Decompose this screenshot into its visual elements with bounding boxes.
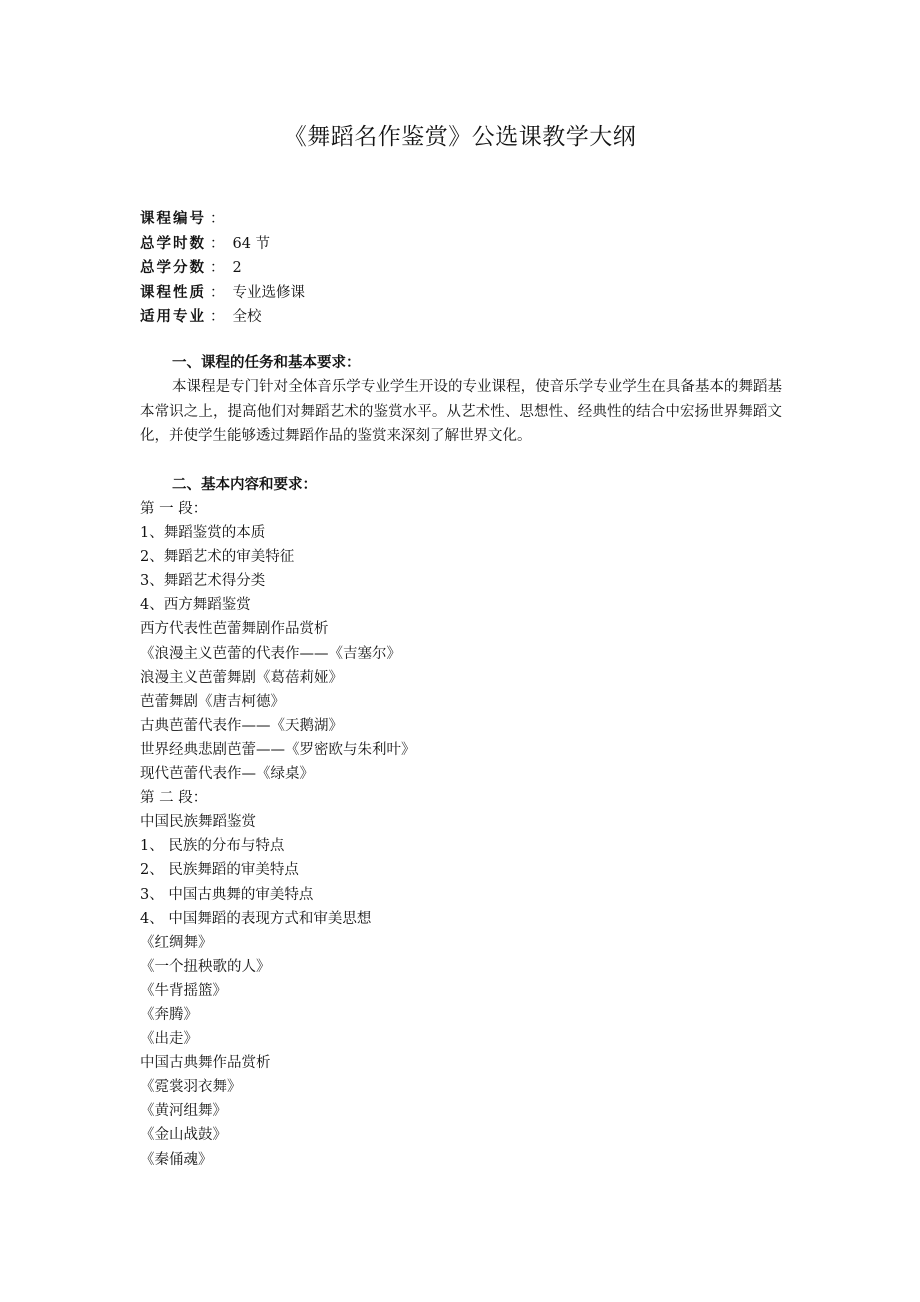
list-item: 4、 中国舞蹈的表现方式和审美思想 (140, 910, 372, 927)
meta-course-nature (140, 281, 780, 306)
document-title: 《舞蹈名作鉴赏》公选课教学大纲 (283, 124, 637, 150)
list-item: 3、 中国古典舞的审美特点 (140, 886, 314, 903)
list-item: 《秦俑魂》 (140, 1151, 213, 1168)
list-item: 古典芭蕾代表作——《天鹅湖》 (140, 717, 343, 734)
list-item: 3、舞蹈艺术得分类 (140, 573, 266, 590)
meta-total-hours (140, 232, 780, 257)
section-tasks-requirements (140, 351, 782, 449)
section-heading: 一、课程的任务和基本要求： (172, 355, 361, 371)
meta-label: 课程编号 (140, 211, 206, 227)
list-item: 2、舞蹈艺术的审美特征 (140, 549, 295, 566)
meta-label: 总学时数 (140, 235, 206, 252)
meta-value: 专业选修课 (232, 284, 305, 301)
meta-label: 课程性质 (140, 284, 206, 301)
course-meta (140, 207, 780, 330)
meta-separator: ： (210, 260, 225, 276)
meta-value: 全校 (232, 309, 262, 325)
list-item: 第 二 段： (140, 790, 208, 807)
list-item: 《牛背摇篮》 (140, 982, 227, 999)
list-item: 《出走》 (140, 1031, 198, 1048)
list-item: 世界经典悲剧芭蕾——《罗密欧与朱利叶》 (140, 741, 416, 758)
list-item: 中国民族舞蹈鉴赏 (140, 814, 256, 831)
list-item: 2、 民族舞蹈的审美特点 (140, 862, 299, 879)
list-item: 《奔腾》 (140, 1006, 198, 1023)
meta-separator: ： (210, 235, 225, 252)
list-item: 1、舞蹈鉴赏的本质 (140, 525, 266, 542)
meta-course-number (140, 207, 780, 232)
list-item: 《浪漫主义芭蕾的代表作——《吉塞尔》 (140, 645, 401, 662)
list-item: 第 一 段： (140, 501, 208, 517)
list-item: 《黄河组舞》 (140, 1103, 227, 1120)
meta-label: 总学分数 (140, 260, 206, 276)
section-heading: 二、基本内容和要求： (172, 477, 317, 493)
meta-total-credits (140, 256, 780, 281)
list-item: 芭蕾舞剧《唐吉柯德》 (140, 693, 285, 710)
section-paragraph: 本课程是专门针对全体音乐学专业学生开设的专业课程，使音乐学专业学生在具备基本的舞蹈基本常识之上，提高他们对舞蹈艺术的鉴赏水平。从艺术性、思想性、经典性的结合中宏扬世界舞蹈文化，并使学生能够透过舞蹈作品的鉴赏来深刻了解世界文化。 (140, 379, 782, 444)
meta-applicable-major (140, 305, 780, 330)
list-item: 西方代表性芭蕾舞剧作品赏析 (140, 621, 329, 638)
meta-separator: ： (210, 309, 225, 325)
meta-value: 2 (232, 260, 242, 276)
list-item: 中国古典舞作品赏析 (140, 1055, 271, 1072)
list-item: 浪漫主义芭蕾舞剧《葛蓓莉娅》 (140, 669, 343, 686)
content-list (140, 497, 782, 1172)
list-item: 《霓裳羽衣舞》 (140, 1079, 242, 1096)
section-content-requirements (140, 473, 782, 1172)
list-item: 1、 民族的分布与特点 (140, 838, 285, 855)
meta-separator: ： (210, 211, 225, 227)
list-item: 4、西方舞蹈鉴赏 (140, 597, 251, 614)
list-item: 《一个扭秧歌的人》 (140, 958, 271, 975)
list-item: 现代芭蕾代表作—《绿桌》 (140, 766, 314, 783)
list-item: 《红绸舞》 (140, 934, 213, 951)
meta-label: 适用专业 (140, 309, 206, 325)
list-item: 《金山战鼓》 (140, 1127, 227, 1144)
meta-separator: ： (210, 284, 225, 301)
meta-value: 64 节 (232, 235, 271, 252)
